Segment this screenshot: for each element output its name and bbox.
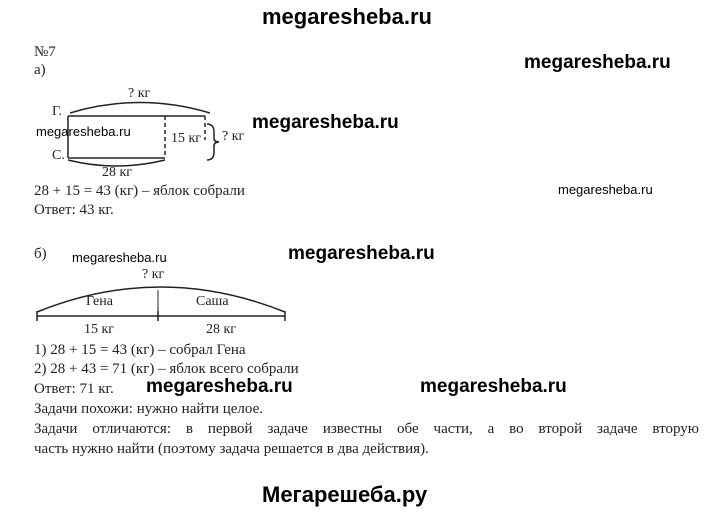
row-g-label: Г. <box>52 104 63 119</box>
brace-right-a <box>207 124 219 160</box>
difference-text-line2: часть нужно найти (поэтому задача решается в два действия). <box>34 441 429 457</box>
part-b-top-unknown: ? кг <box>142 267 165 282</box>
watermark-1: megaresheba.ru <box>524 52 671 73</box>
part-a-bottom-label: 28 кг <box>102 165 133 180</box>
segment-15-label: 15 кг <box>171 131 202 146</box>
part-a-right-unknown: ? кг <box>222 129 245 144</box>
row-s-label: С. <box>52 148 65 163</box>
part-b-label: б) <box>34 246 47 262</box>
watermark-2: megaresheba.ru <box>36 124 131 139</box>
task-number: №7 <box>34 44 56 60</box>
difference-text-line1: Задачи отличаются: в первой задаче известны обе части, а во второй задаче вторую <box>34 421 699 437</box>
part-a-top-unknown: ? кг <box>128 86 151 101</box>
footer-site-name: Мегарешеба.ру <box>262 482 428 507</box>
watermark-8: megaresheba.ru <box>420 376 567 397</box>
value-sasha: 28 кг <box>206 322 237 337</box>
header-watermark: megaresheba.ru <box>262 4 432 29</box>
part-b-step2: 2) 28 + 43 = 71 (кг) – яблок всего собрали <box>34 361 299 377</box>
part-a-solution: 28 + 15 = 43 (кг) – яблок собрали <box>34 183 245 199</box>
name-gena: Гена <box>86 294 113 309</box>
watermark-6: megaresheba.ru <box>288 243 435 264</box>
watermark-5: megaresheba.ru <box>72 250 167 265</box>
name-sasha: Саша <box>196 294 229 309</box>
arc-top-b <box>37 287 285 312</box>
part-b-step1: 1) 28 + 15 = 43 (кг) – собрал Гена <box>34 342 246 358</box>
watermark-7: megaresheba.ru <box>146 376 293 397</box>
watermark-4: megaresheba.ru <box>558 182 653 197</box>
part-a-answer: Ответ: 43 кг. <box>34 202 114 218</box>
value-gena: 15 кг <box>84 322 115 337</box>
arc-top-a <box>70 103 210 114</box>
part-b-answer: Ответ: 71 кг. <box>34 381 114 397</box>
part-a-label: а) <box>34 62 46 78</box>
watermark-3: megaresheba.ru <box>252 112 399 133</box>
similarity-text: Задачи похожи: нужно найти целое. <box>34 401 263 417</box>
